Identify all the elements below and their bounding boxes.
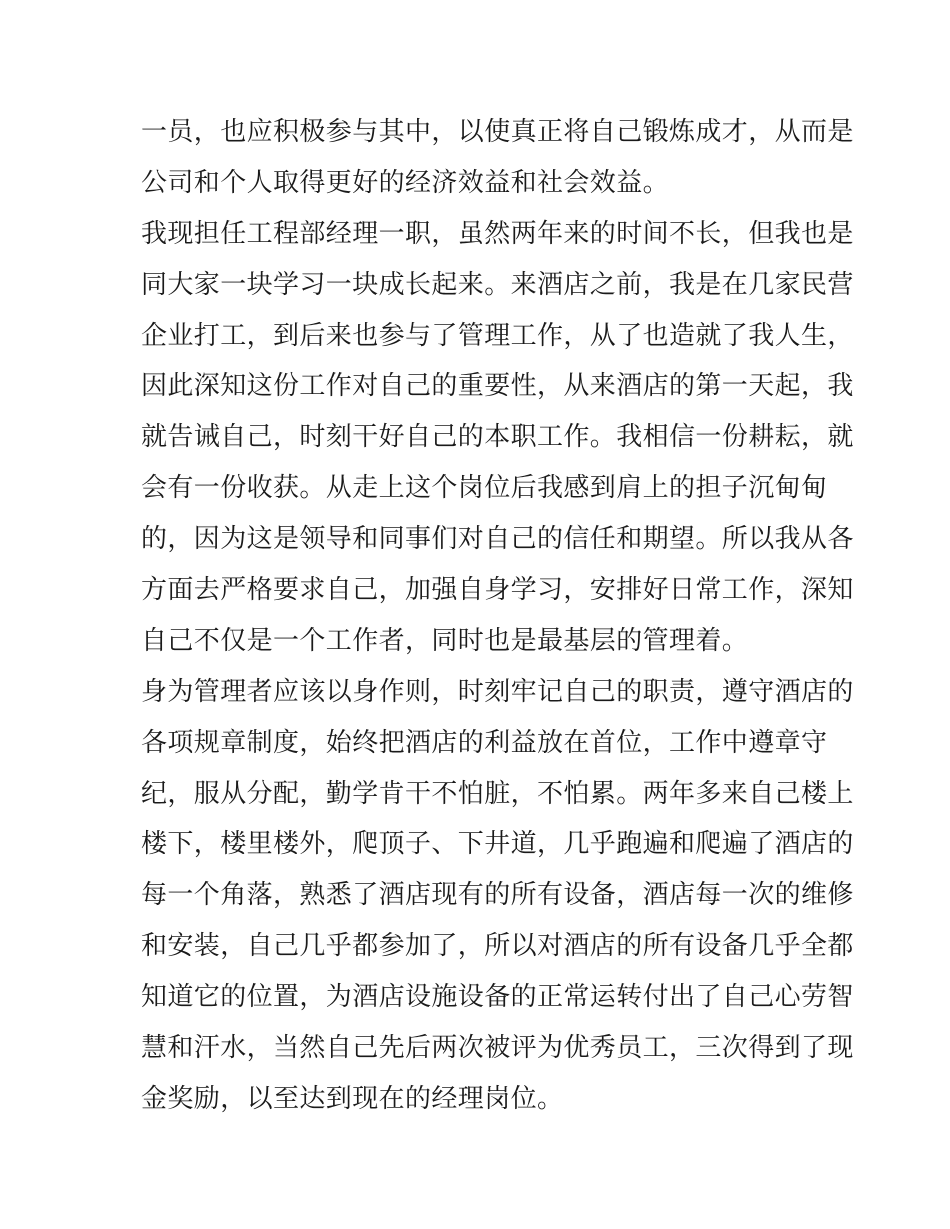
text-line: 方面去严格要求自己，加强自身学习，安排好日常工作，深知 <box>141 575 854 606</box>
text-line: 身为管理者应该以身作则，时刻牢记自己的职责，遵守酒店的 <box>141 676 854 707</box>
text-line: 金奖励，以至达到现在的经理岗位。 <box>141 1083 564 1114</box>
text-line: 楼下，楼里楼外，爬顶子、下井道，几乎跑遍和爬遍了酒店的 <box>141 829 854 860</box>
text-line: 自己不仅是一个工作者，同时也是最基层的管理着。 <box>141 625 749 656</box>
text-line: 各项规章制度，始终把酒店的利益放在首位，工作中遵章守 <box>141 727 828 758</box>
text-line: 我现担任工程部经理一职，虽然两年来的时间不长，但我也是 <box>141 218 854 249</box>
text-line: 会有一份收获。从走上这个岗位后我感到肩上的担子沉甸甸 <box>141 473 828 504</box>
body-text <box>141 107 854 1125</box>
text-line: 慧和汗水，当然自己先后两次被评为优秀员工，三次得到了现 <box>141 1033 854 1064</box>
text-line: 公司和个人取得更好的经济效益和社会效益。 <box>141 167 670 198</box>
text-line: 一员，也应积极参与其中，以使真正将自己锻炼成才，从而是 <box>141 117 854 147</box>
text-line: 同大家一块学习一块成长起来。来酒店之前，我是在几家民营 <box>141 269 854 300</box>
text-line: 纪，服从分配，勤学肯干不怕脏，不怕累。两年多来自己楼上 <box>141 778 854 809</box>
text-line: 每一个角落，熟悉了酒店现有的所有设备，酒店每一次的维修 <box>141 880 854 911</box>
text-line: 和安装，自己几乎都参加了，所以对酒店的所有设备几乎全都 <box>141 931 854 962</box>
text-line: 企业打工，到后来也参与了管理工作，从了也造就了我人生， <box>141 320 854 351</box>
text-line: 因此深知这份工作对自己的重要性，从来酒店的第一天起，我 <box>141 371 854 402</box>
text-line: 的，因为这是领导和同事们对自己的信任和期望。所以我从各 <box>141 524 854 555</box>
text-line: 知道它的位置，为酒店设施设备的正常运转付出了自己心劳智 <box>141 982 854 1013</box>
text-line: 就告诫自己，时刻干好自己的本职工作。我相信一份耕耘，就 <box>141 422 854 453</box>
